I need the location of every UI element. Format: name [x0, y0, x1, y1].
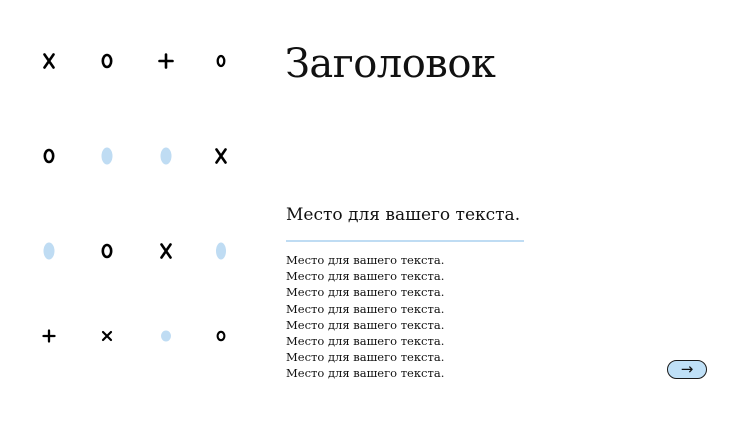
blue-dot-icon	[97, 144, 117, 168]
body-text	[286, 252, 444, 382]
blue-dot-icon	[156, 144, 176, 168]
slide-title: Заголовок	[285, 41, 496, 87]
small-blue-dot-icon	[156, 324, 176, 348]
divider	[286, 240, 524, 242]
x-mark-icon	[211, 144, 231, 168]
o-mark-icon	[97, 49, 117, 73]
body-line: Место для вашего текста.	[286, 301, 445, 316]
symbol-grid	[0, 0, 270, 422]
x-mark-icon	[39, 49, 59, 73]
small-o-mark-icon	[211, 49, 231, 73]
body-line: Место для вашего текста.	[286, 334, 445, 349]
blue-dot-icon	[39, 239, 59, 263]
plus-icon	[156, 49, 176, 73]
arrow-right-icon: →	[680, 359, 694, 378]
blue-dot-icon	[211, 239, 231, 263]
small-o-mark-icon	[211, 324, 231, 348]
next-button[interactable]	[667, 360, 707, 379]
body-line: Место для вашего текста.	[286, 253, 445, 267]
x-mark-icon	[156, 239, 176, 263]
o-mark-icon	[39, 144, 59, 168]
body-line: Место для вашего текста.	[286, 317, 445, 332]
body-line: Место для вашего текста.	[286, 269, 445, 284]
body-line: Место для вашего текста.	[286, 366, 445, 381]
slide-subtitle: Место для вашего текста.	[286, 205, 521, 225]
plus-icon	[39, 324, 59, 348]
o-mark-icon	[97, 239, 117, 263]
body-line: Место для вашего текста.	[286, 350, 445, 365]
small-x-mark-icon	[97, 324, 117, 348]
body-line: Место для вашего текста.	[286, 285, 445, 300]
